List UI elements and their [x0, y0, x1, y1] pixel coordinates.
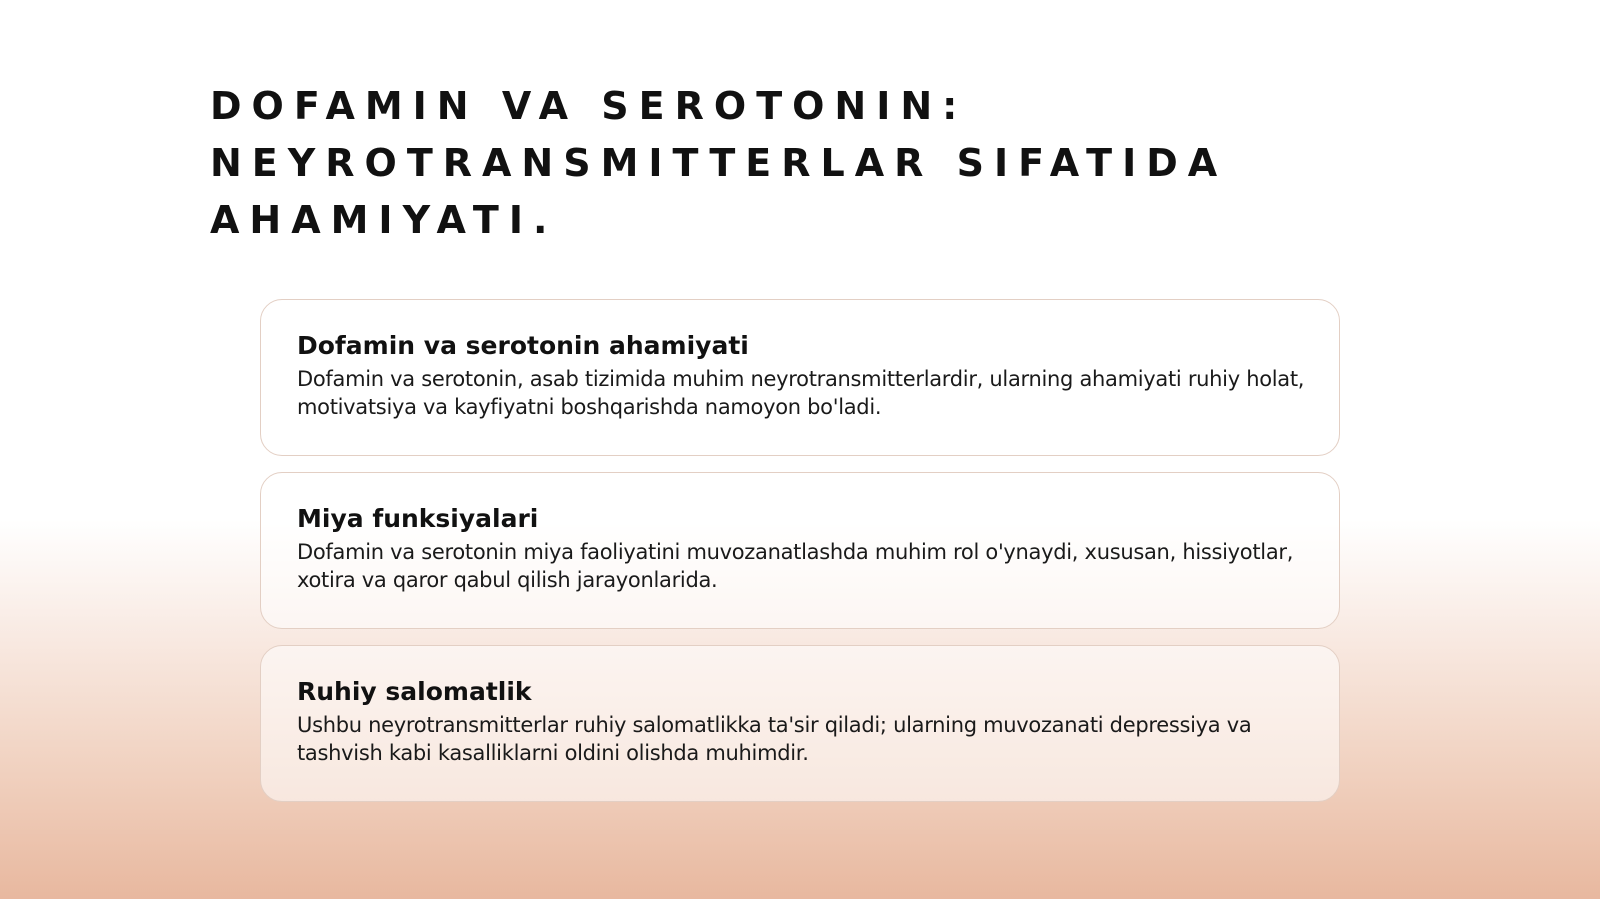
card-text: Dofamin va serotonin, asab tizimida muhim neyrotransmitterlardir, ularning ahamiyati ruhiy holat, motivatsiya va kayfiyatni boshqarishda namoyon bo'ladi. [297, 367, 1305, 419]
card-mental-health [260, 645, 1340, 802]
card-heading: Ruhiy salomatlik [297, 677, 532, 706]
card-text: Dofamin va serotonin miya faoliyatini muvozanatlashda muhim rol o'ynaydi, xususan, hissiyotlar, xotira va qaror qabul qilish jarayonlarida. [297, 540, 1294, 592]
card-heading: Miya funksiyalari [297, 504, 539, 533]
card-brain-functions [260, 472, 1340, 629]
card-importance [260, 299, 1340, 456]
card-list [260, 299, 1340, 818]
card-text: Ushbu neyrotransmitterlar ruhiy salomatlikka ta'sir qiladi; ularning muvozanati depressiya va tashvish kabi kasalliklarni oldini olishda muhimdir. [297, 713, 1252, 765]
card-heading: Dofamin va serotonin ahamiyati [297, 331, 749, 360]
slide-title: DOFAMIN VA SEROTONIN: NEYROTRANSMITTERLAR SIFATIDA AHAMIYATI. [210, 84, 1228, 242]
